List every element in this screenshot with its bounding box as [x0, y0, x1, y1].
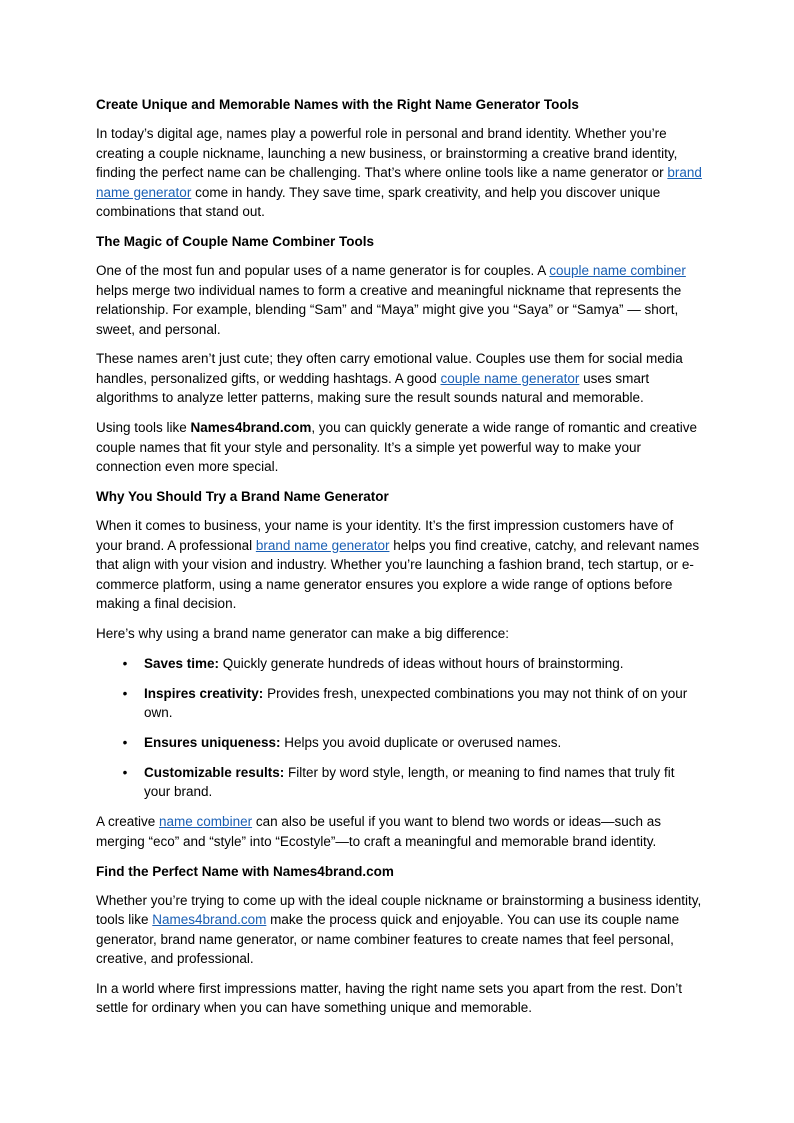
why-intro-paragraph: Here’s why using a brand name generator can make a big difference:	[96, 625, 509, 641]
list-item-label: Inspires creativity:	[144, 685, 264, 701]
list-item-label: Ensures uniqueness:	[144, 734, 281, 750]
document-title: Create Unique and Memorable Names with the Right Name Generator Tools	[96, 97, 579, 112]
bullet-icon: •	[122, 655, 128, 671]
list-item-label: Customizable results:	[144, 764, 285, 780]
list-item-text: Helps you avoid duplicate or overused names.	[280, 734, 562, 750]
benefits-list	[96, 654, 702, 802]
list-item	[122, 654, 702, 673]
names4brand-paragraph	[96, 891, 702, 969]
list-item	[122, 763, 702, 802]
couple-generator-paragraph	[96, 349, 702, 407]
section-heading-find-perfect-name: Find the Perfect Name with Names4brand.com	[96, 863, 394, 879]
bullet-icon: •	[122, 685, 128, 701]
list-item-text: Filter by word style, length, or meaning to find names that truly fit your brand.	[144, 764, 675, 800]
names4brand-link[interactable]: Names4brand.com	[152, 912, 267, 928]
paragraph-text: One of the most fun and popular uses of a name generator is for couples. A	[96, 263, 550, 279]
paragraph-text: These names aren’t just cute; they often carry emotional value. Couples use them for social media handles, personalized gifts, or wedding hashtags. A good	[96, 351, 683, 386]
names4brand-couple-paragraph	[96, 418, 702, 476]
couple-name-combiner-link[interactable]: couple name combiner	[549, 263, 686, 279]
brand-name-generator-link[interactable]: brand name generator	[96, 165, 702, 200]
paragraph-text: uses smart algorithms to analyze letter patterns, making sure the result sounds natural and memorable.	[96, 370, 650, 406]
paragraph-text: helps merge two individual names to form a creative and meaningful nickname that represents the relationship. For example, blending “Sam” and “Maya” might give you “Saya” or “Samya” — short, sweet, and personal.	[96, 282, 682, 337]
paragraph-text: helps you find creative, catchy, and relevant names that align with your vision and industry. Whether you’re launching a fashion brand, tech startup, or e-commerce platform, using a name generator ensures you explore a wide range of options before making a final decision.	[96, 537, 700, 611]
brand-name-generator-link-2[interactable]: brand name generator	[255, 537, 390, 553]
intro-paragraph	[96, 124, 702, 221]
intro-text-1: In today’s digital age, names play a powerful role in personal and brand identity. Whether you’re creating a couple nickname, launching a new business, or brainstorming a creative brand identity, finding the perfect name can be challenging. That’s where online tools like a name generator or	[96, 126, 678, 181]
list-item	[122, 684, 702, 723]
intro-text-2: come in handy. They save time, spark creativity, and help you discover unique combinations that stand out.	[96, 184, 661, 220]
list-item-text: Quickly generate hundreds of ideas without hours of brainstorming.	[219, 655, 624, 671]
bullet-icon: •	[122, 734, 128, 750]
name-combiner-paragraph	[96, 812, 702, 851]
paragraph-text: Using tools like	[96, 420, 191, 436]
name-combiner-link[interactable]: name combiner	[159, 814, 253, 830]
couple-name-generator-link[interactable]: couple name generator	[440, 370, 580, 386]
bullet-icon: •	[122, 764, 128, 780]
paragraph-text: can also be useful if you want to blend two words or ideas—such as merging “eco” and “style” into “Ecostyle”—to craft a meaningful and memorable brand identity.	[96, 814, 662, 849]
list-item	[122, 733, 702, 752]
paragraph-text: When it comes to business, your name is your identity. It’s the first impression customers have of your brand. A professional	[96, 518, 674, 553]
list-item-label: Saves time:	[144, 655, 220, 671]
names4brand-bold: Names4brand.com	[190, 420, 312, 436]
paragraph-text: A creative	[96, 814, 160, 830]
closing-paragraph: In a world where first impressions matter, having the right name sets you apart from the rest. Don’t settle for ordinary when you can have something unique and memorable.	[96, 981, 683, 1016]
section-heading-couple-combiner: The Magic of Couple Name Combiner Tools	[96, 233, 375, 249]
brand-generator-paragraph	[96, 516, 702, 613]
paragraph-text: , you can quickly generate a wide range of romantic and creative couple names that fit your style and personality. It’s a simple yet powerful way to make your connection even more special.	[96, 420, 698, 474]
paragraph-text: Whether you’re trying to come up with the ideal couple nickname or brainstorming a business identity, tools like	[96, 892, 702, 928]
section-heading-brand-generator: Why You Should Try a Brand Name Generator	[96, 488, 389, 504]
list-item-text: Provides fresh, unexpected combinations you may not think of on your own.	[144, 685, 688, 721]
paragraph-text: make the process quick and enjoyable. You can use its couple name generator, brand name generator, or name combiner features to create names that feel personal, creative, and professional.	[96, 912, 680, 967]
couple-combiner-paragraph	[96, 261, 702, 339]
